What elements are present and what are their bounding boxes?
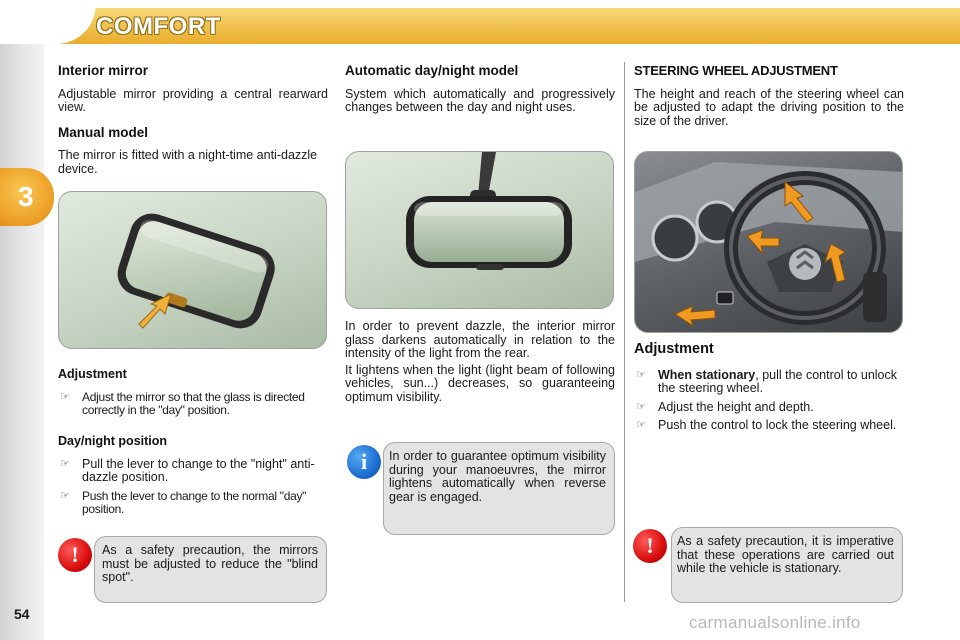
daynight-block — [58, 435, 328, 517]
steering-step-2-text: Adjust the height and depth. — [658, 399, 814, 414]
daynight-item-text: Pull the lever to change to the "night" anti-dazzle position. — [82, 456, 315, 484]
column-interior-mirror — [58, 64, 328, 176]
automatic-para-1: In order to prevent dazzle, the interior mirror glass darkens automatically in relation to the intensity of the light from the rear. — [345, 319, 615, 360]
warning-text: As a safety precaution, the mirrors must be adjusted to reduce the "blind spot". — [102, 543, 318, 584]
manual-model-text: The mirror is fitted with a night-time anti-dazzle device. — [58, 148, 318, 176]
steering-step-1-bold: When stationary — [658, 367, 756, 382]
automatic-mirror-photo — [345, 151, 614, 309]
info-icon: i — [347, 445, 381, 479]
info-text: In order to guarantee optimum visibility during your manoeuvres, the mirror lightens automatically when reverse gear is engaged. — [389, 449, 606, 504]
automatic-intro: System which automatically and progressively changes between the day and night uses. — [345, 86, 615, 114]
steering-adjustment-block — [634, 343, 904, 433]
column-divider — [624, 62, 625, 602]
steering-step-3 — [634, 419, 904, 433]
adjustment-block — [58, 368, 328, 418]
daynight-item-text: Push the lever to change to the normal "day" position. — [82, 488, 307, 516]
automatic-para-2: It lightens when the light (light beam of following vehicles, sun...) decreases, so guaranteeing optimum visibility. — [345, 362, 615, 404]
steering-wheel-illustration — [635, 152, 903, 333]
automatic-description — [345, 320, 615, 404]
steering-intro: The height and reach of the steering wheel can be adjusted to adapt the driving position to the size of the driver. — [634, 86, 904, 128]
manual-mirror-photo — [58, 191, 327, 349]
section-title-interior-mirror: Interior mirror — [58, 63, 149, 78]
daynight-title: Day/night position — [58, 434, 168, 448]
left-gutter — [0, 44, 44, 640]
exclamation-icon: ! — [58, 538, 92, 572]
section-title-manual-model: Manual model — [58, 124, 149, 140]
warning-box-stationary — [671, 527, 903, 603]
section-title-steering: STEERING WHEEL ADJUSTMENT — [634, 63, 838, 78]
steering-step-1-text: , pull the control to unlock the steering wheel. — [658, 367, 897, 395]
watermark: carmanualsonline.info — [689, 613, 861, 632]
page-title: COMFORT — [96, 13, 221, 40]
adjustment-item — [58, 391, 328, 418]
steering-step-3-text: Push the control to lock the steering wheel. — [658, 418, 897, 432]
adjustment-item-text: Adjust the mirror so that the glass is directed correctly in the "day" position. — [82, 389, 305, 417]
steering-step-2 — [634, 401, 904, 415]
section-title-automatic: Automatic day/night model — [345, 63, 519, 78]
warning-box-blind-spot — [94, 536, 327, 603]
hand-pointer-icon: ☞ — [60, 390, 70, 403]
daynight-item — [58, 490, 328, 517]
daynight-item — [58, 458, 328, 485]
hand-pointer-icon: ☞ — [636, 368, 646, 381]
steering-step-1 — [634, 369, 904, 396]
hand-pointer-icon: ☞ — [636, 419, 646, 431]
hand-pointer-icon: ☞ — [60, 489, 70, 502]
adjustment-title: Adjustment — [58, 367, 127, 381]
column-automatic-model — [345, 64, 615, 115]
automatic-mirror-illustration — [346, 152, 614, 309]
info-box-reverse-gear — [383, 442, 615, 535]
steering-adjustment-title: Adjustment — [634, 341, 714, 357]
exclamation-icon: ! — [633, 529, 667, 563]
steering-wheel-photo — [634, 151, 903, 333]
interior-mirror-intro: Adjustable mirror providing a central rearward view. — [58, 86, 328, 114]
hand-pointer-icon: ☞ — [636, 400, 646, 413]
column-steering-wheel — [634, 64, 904, 128]
hand-pointer-icon: ☞ — [60, 457, 70, 470]
warning-text: As a safety precaution, it is imperative that these operations are carried out while the vehicle is stationary. — [677, 534, 894, 575]
manual-mirror-illustration — [59, 192, 327, 349]
chapter-number: 3 — [18, 181, 34, 212]
page-number: 54 — [14, 606, 30, 622]
